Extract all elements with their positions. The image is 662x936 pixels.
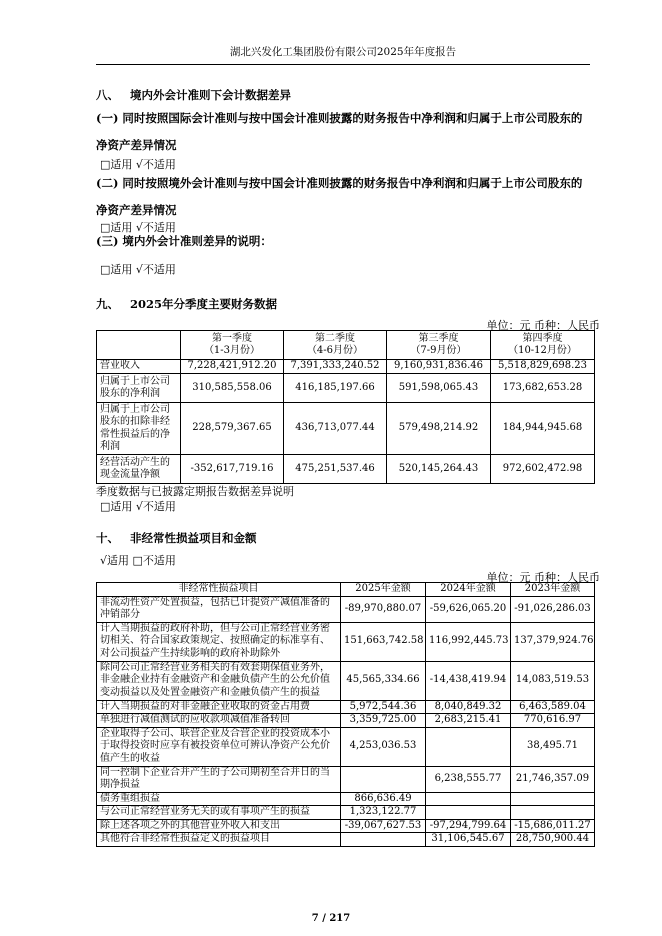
table-cell: 184,944,945.68 [491, 403, 595, 455]
quarterly-note-opt: □适用 √不适用 [100, 500, 176, 513]
section-8-title: 境内外会计准则下会计数据差异 [130, 88, 291, 102]
table-cell: -91,026,286.03 [511, 596, 595, 622]
table-row [97, 403, 595, 455]
section-8-heading [96, 87, 291, 103]
table-cell: 2,683,215.41 [426, 714, 511, 728]
row-label: 单独进行减值测试的应收款项减值准备转回 [97, 714, 341, 728]
table-cell: 475,251,537.46 [284, 455, 387, 484]
table-row [97, 819, 595, 833]
table-cell [426, 792, 511, 806]
row-label: 与公司正常经营业务无关的或有事项产生的损益 [97, 806, 341, 820]
row-label: 除同公司正常经营业务相关的有效套期保值业务外，非金融企业持有金融资产和金融负债产生的公允价值变动损益以及处置金融资产和金融负债产生的损益 [97, 661, 341, 700]
table-cell: 45,565,334.66 [341, 661, 426, 700]
quarterly-header-q1: 第一季度 （1-3月份） [181, 331, 284, 360]
table-cell: -89,970,880.07 [341, 596, 426, 622]
row-label: 经营活动产生的现金流量净额 [97, 455, 181, 484]
table-cell: 38,495.71 [511, 727, 595, 766]
header-cell-2025: 2025年金额 [341, 583, 426, 597]
table-cell: 310,585,558.06 [181, 374, 284, 403]
non-recurring-table [96, 582, 595, 847]
table-cell: 9,160,931,836.46 [387, 360, 491, 374]
table-cell: -14,438,419.94 [426, 661, 511, 700]
table-cell: 972,602,472.98 [491, 455, 595, 484]
table-cell: -59,626,065.20 [426, 596, 511, 622]
quarterly-header-blank [97, 331, 181, 360]
row-label: 企业取得子公司、联营企业及合营企业的投资成本小于取得投资时应享有被投资单位可辨认净资产公允价值产生的收益 [97, 727, 341, 766]
table-cell: 28,750,900.44 [511, 833, 595, 847]
table-cell: 770,616.97 [511, 714, 595, 728]
table-row [97, 806, 595, 820]
section-8-sub3: (三) 境内外会计准则差异的说明： [96, 234, 272, 248]
section-8-sub1: (一) 同时按照国际会计准则与按中国会计准则披露的财务报告中净利润和归属于上市公司股东的净资产差异情况 [96, 111, 583, 152]
section-8-opt1: □适用 √不适用 [100, 158, 176, 171]
quarterly-header-row [97, 331, 595, 360]
table-cell: 1,323,122.77 [341, 806, 426, 820]
row-label: 债务重组损益 [97, 792, 341, 806]
table-cell: 151,663,742.58 [341, 622, 426, 661]
quarterly-header-q4: 第四季度 （10-12月份） [491, 331, 595, 360]
table-cell: 579,498,214.92 [387, 403, 491, 455]
header-cell-item: 非经常性损益项目 [97, 583, 341, 597]
table-cell: 520,145,264.43 [387, 455, 491, 484]
table-row [97, 596, 595, 622]
quarterly-note: 季度数据与已披露定期报告数据差异说明 [96, 485, 294, 498]
section-10-heading [96, 530, 257, 546]
header-cell-2024: 2024年金额 [426, 583, 511, 597]
table-cell: -352,617,719.16 [181, 455, 284, 484]
section-9-number: 九、 [96, 297, 119, 311]
section-9-unit: 单位：元 币种：人民币 [486, 319, 600, 332]
table-row [97, 792, 595, 806]
table-cell: 116,992,445.73 [426, 622, 511, 661]
table-cell [426, 806, 511, 820]
non-recurring-header-row [97, 583, 595, 597]
table-row [97, 833, 595, 847]
table-cell: 228,579,367.65 [181, 403, 284, 455]
table-cell [341, 833, 426, 847]
section-8-opt3: □适用 √不适用 [100, 263, 176, 276]
table-cell: 4,253,036.53 [341, 727, 426, 766]
section-9-title: 2025年分季度主要财务数据 [130, 297, 278, 311]
table-cell: 416,185,197.66 [284, 374, 387, 403]
table-cell: -15,686,011.27 [511, 819, 595, 833]
table-row [97, 727, 595, 766]
table-row [97, 766, 595, 792]
table-cell: 866,636.49 [341, 792, 426, 806]
quarterly-table [96, 330, 595, 484]
quarterly-header-q2: 第二季度 （4-6月份） [284, 331, 387, 360]
table-cell: 14,083,519.53 [511, 661, 595, 700]
section-8-number: 八、 [96, 88, 119, 102]
table-cell [426, 727, 511, 766]
section-10-unit: 单位：元 币种：人民币 [486, 571, 600, 584]
table-cell: 591,598,065.43 [387, 374, 491, 403]
section-9-heading [96, 296, 277, 312]
table-cell: 5,518,829,698.23 [491, 360, 595, 374]
table-cell: 31,106,545.67 [426, 833, 511, 847]
section-10-title: 非经常性损益项目和金额 [130, 531, 257, 545]
table-row [97, 360, 595, 374]
table-cell: 436,713,077.44 [284, 403, 387, 455]
row-label: 同一控制下企业合并产生的子公司期初至合并日的当期净损益 [97, 766, 341, 792]
page-header: 湖北兴发化工集团股份有限公司2025年年度报告 [96, 44, 590, 65]
table-cell [511, 806, 595, 820]
table-cell: 21,746,357.09 [511, 766, 595, 792]
table-row [97, 622, 595, 661]
table-cell [341, 766, 426, 792]
table-cell: 7,391,333,240.52 [284, 360, 387, 374]
quarterly-header-q3: 第三季度 （7-9月份） [387, 331, 491, 360]
table-cell: 8,040,849.32 [426, 700, 511, 714]
row-label: 计入当期损益的政府补助，但与公司正常经营业务密切相关、符合国家政策规定、按照确定的标准享有、对公司损益产生持续影响的政府补助除外 [97, 622, 341, 661]
table-cell: 7,228,421,912.20 [181, 360, 284, 374]
table-row [97, 661, 595, 700]
row-label: 归属于上市公司股东的扣除非经常性损益后的净利润 [97, 403, 181, 455]
table-cell: 173,682,653.28 [491, 374, 595, 403]
section-10-opt: √适用 □不适用 [100, 554, 176, 567]
table-row [97, 455, 595, 484]
section-8-sub2: (二) 同时按照境外会计准则与按中国会计准则披露的财务报告中净利润和归属于上市公司股东的净资产差异情况 [96, 176, 583, 217]
table-cell: 3,359,725.00 [341, 714, 426, 728]
table-cell: -39,067,627.53 [341, 819, 426, 833]
table-cell [511, 792, 595, 806]
table-row [97, 700, 595, 714]
section-8-opt2: □适用 √不适用 [100, 221, 176, 234]
table-cell: 6,238,555.77 [426, 766, 511, 792]
table-cell: 137,379,924.76 [511, 622, 595, 661]
table-cell: 6,463,589.04 [511, 700, 595, 714]
table-cell: 5,972,544.36 [341, 700, 426, 714]
row-label: 除上述各项之外的其他营业外收入和支出 [97, 819, 341, 833]
row-label: 营业收入 [97, 360, 181, 374]
header-cell-2023: 2023年金额 [511, 583, 595, 597]
table-row [97, 374, 595, 403]
page-number: 7 / 217 [311, 913, 351, 924]
row-label: 非流动性资产处置损益，包括已计提资产减值准备的冲销部分 [97, 596, 341, 622]
row-label: 计入当期损益的对非金融企业收取的资金占用费 [97, 700, 341, 714]
row-label: 其他符合非经常性损益定义的损益项目 [97, 833, 341, 847]
table-row [97, 714, 595, 728]
row-label: 归属于上市公司股东的净利润 [97, 374, 181, 403]
table-cell: -97,294,799.64 [426, 819, 511, 833]
section-10-number: 十、 [96, 531, 119, 545]
